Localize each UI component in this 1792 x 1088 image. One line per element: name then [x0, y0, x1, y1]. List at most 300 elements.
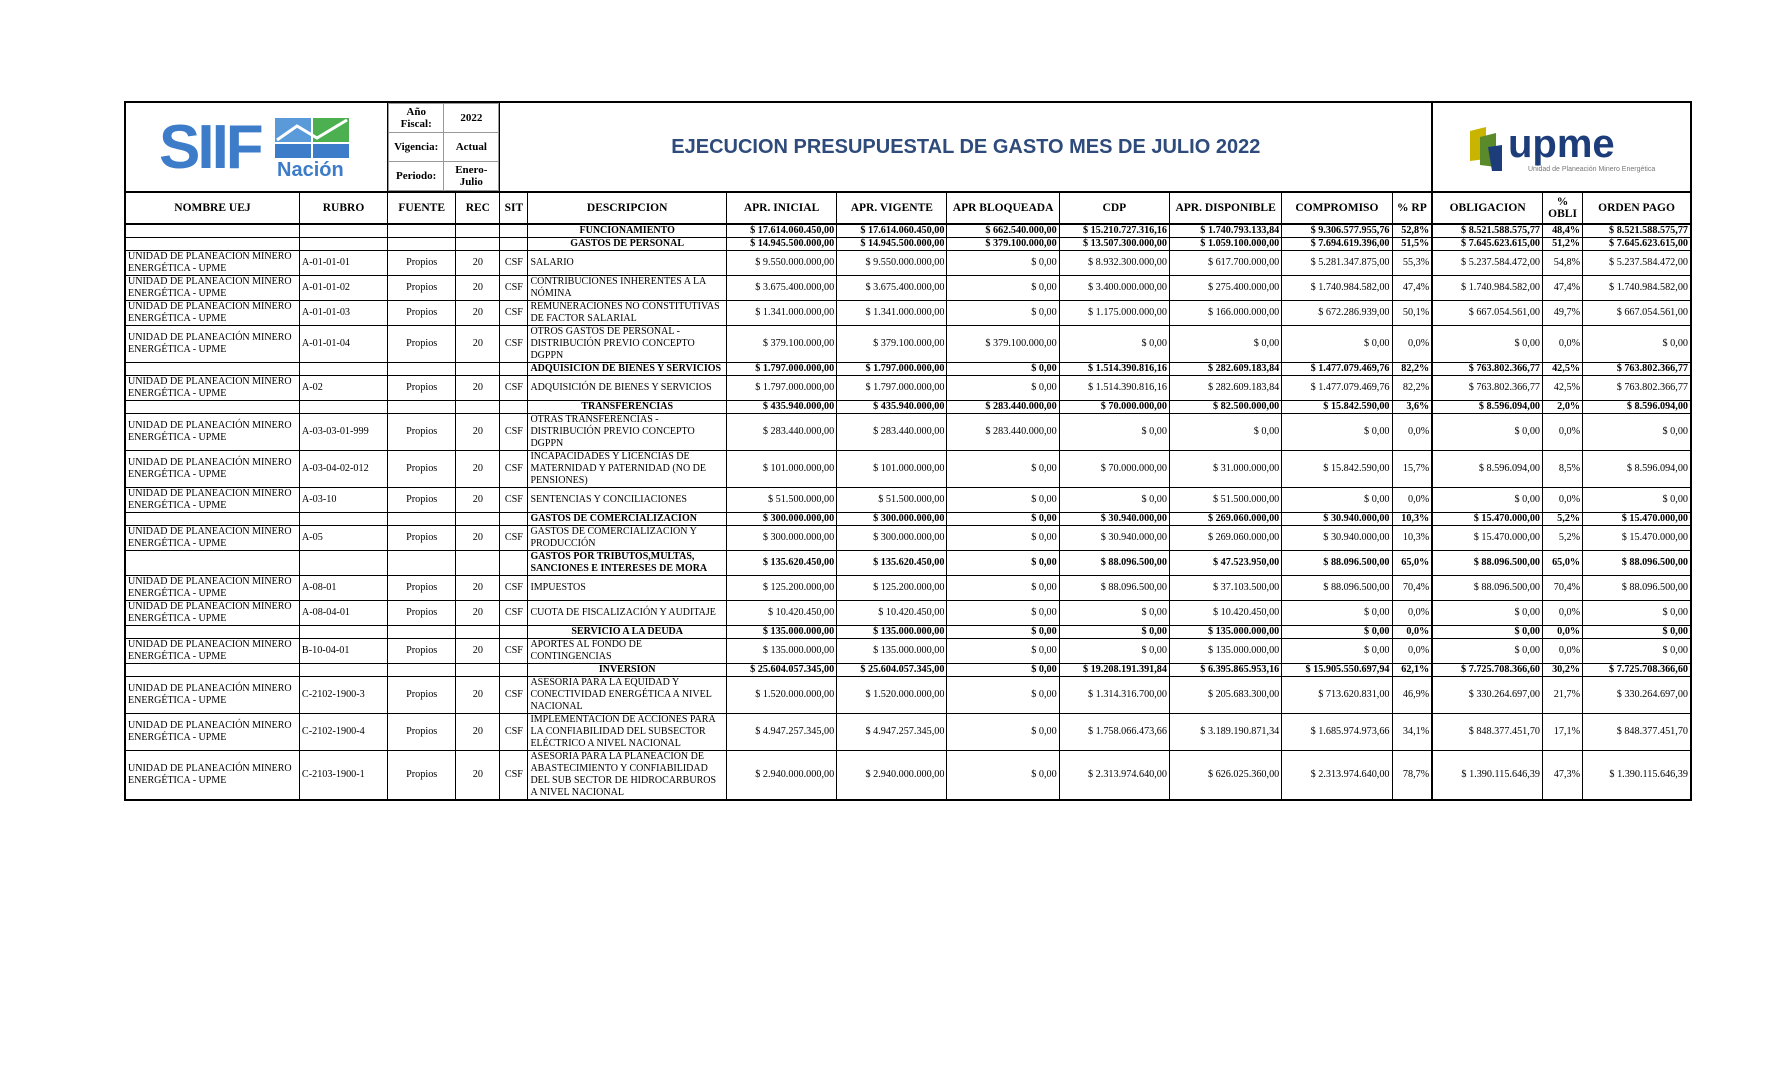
apr-bloqueada-cell: $ 0,00: [947, 664, 1059, 677]
apr-vigente-cell: $ 25.604.057.345,00: [837, 664, 947, 677]
cdp-cell: $ 88.096.500,00: [1059, 576, 1169, 601]
pct-obli-cell: 0,0%: [1543, 326, 1583, 363]
pct-rp-cell: 0,0%: [1392, 326, 1432, 363]
rubro-cell: [299, 363, 387, 376]
apr-disponible-cell: $ 205.683.300,00: [1169, 677, 1281, 714]
compromiso-cell: $ 1.685.974.973,66: [1282, 714, 1392, 751]
cdp-cell: $ 1.314.316.700,00: [1059, 677, 1169, 714]
apr-bloqueada-cell: $ 379.100.000,00: [947, 326, 1059, 363]
column-header: CDP: [1059, 192, 1169, 224]
pct-rp-cell: 15,7%: [1392, 451, 1432, 488]
pct-obli-cell: 48,4%: [1543, 224, 1583, 238]
rubro-cell: A-03-10: [299, 488, 387, 513]
orden-pago-cell: $ 763.802.366,77: [1583, 376, 1691, 401]
meta-value-vigencia: Actual: [444, 133, 499, 162]
rec-cell: 20: [456, 714, 500, 751]
obligacion-cell: $ 15.470.000,00: [1432, 526, 1542, 551]
rec-cell: 20: [456, 414, 500, 451]
compromiso-cell: $ 15.905.550.697,94: [1282, 664, 1392, 677]
sit-cell: CSF: [500, 526, 528, 551]
obligacion-cell: $ 0,00: [1432, 601, 1542, 626]
compromiso-cell: $ 5.281.347.875,00: [1282, 251, 1392, 276]
apr-inicial-cell: $ 1.797.000.000,00: [726, 363, 836, 376]
apr-bloqueada-cell: $ 0,00: [947, 576, 1059, 601]
unit-name-cell: [125, 551, 299, 576]
rubro-cell: A-01-01-03: [299, 301, 387, 326]
apr-vigente-cell: $ 125.200.000,00: [837, 576, 947, 601]
table-row: [125, 414, 1691, 451]
fuente-cell: [388, 224, 456, 238]
sit-cell: CSF: [500, 639, 528, 664]
column-header-row: [125, 192, 1691, 224]
description-cell: OTRAS TRANSFERENCIAS - DISTRIBUCIÓN PREVIO CONCEPTO DGPPN: [528, 414, 726, 451]
apr-bloqueada-cell: $ 0,00: [947, 488, 1059, 513]
orden-pago-cell: $ 88.096.500,00: [1583, 576, 1691, 601]
apr-bloqueada-cell: $ 283.440.000,00: [947, 414, 1059, 451]
meta-label: Año Fiscal:: [389, 104, 444, 133]
compromiso-cell: $ 0,00: [1282, 601, 1392, 626]
pct-obli-cell: 42,5%: [1543, 363, 1583, 376]
unit-name-cell: [125, 238, 299, 251]
apr-bloqueada-cell: $ 0,00: [947, 363, 1059, 376]
apr-vigente-cell: $ 135.620.450,00: [837, 551, 947, 576]
pct-obli-cell: 17,1%: [1543, 714, 1583, 751]
sit-cell: [500, 513, 528, 526]
cdp-cell: $ 70.000.000,00: [1059, 451, 1169, 488]
rec-cell: 20: [456, 526, 500, 551]
apr-disponible-cell: $ 275.400.000,00: [1169, 276, 1281, 301]
rec-cell: [456, 513, 500, 526]
apr-bloqueada-cell: $ 0,00: [947, 751, 1059, 801]
apr-vigente-cell: $ 1.520.000.000,00: [837, 677, 947, 714]
rubro-cell: [299, 551, 387, 576]
apr-inicial-cell: $ 14.945.500.000,00: [726, 238, 836, 251]
pct-rp-cell: 70,4%: [1392, 576, 1432, 601]
apr-bloqueada-cell: $ 0,00: [947, 639, 1059, 664]
rubro-cell: A-03-04-02-012: [299, 451, 387, 488]
pct-rp-cell: 82,2%: [1392, 363, 1432, 376]
unit-name-cell: UNIDAD DE PLANEACIÓN MINERO ENERGÉTICA - UPME: [125, 639, 299, 664]
svg-text:SIIF: SIIF: [158, 113, 261, 180]
rec-cell: 20: [456, 326, 500, 363]
cdp-cell: $ 0,00: [1059, 326, 1169, 363]
table-row: [125, 451, 1691, 488]
sit-cell: [500, 224, 528, 238]
apr-bloqueada-cell: $ 0,00: [947, 551, 1059, 576]
obligacion-cell: $ 0,00: [1432, 326, 1542, 363]
description-cell: INVERSION: [528, 664, 726, 677]
fuente-cell: Propios: [388, 376, 456, 401]
apr-vigente-cell: $ 1.797.000.000,00: [837, 363, 947, 376]
sit-cell: [500, 664, 528, 677]
compromiso-cell: $ 1.740.984.582,00: [1282, 276, 1392, 301]
pct-rp-cell: 50,1%: [1392, 301, 1432, 326]
apr-vigente-cell: $ 135.000.000,00: [837, 626, 947, 639]
apr-inicial-cell: $ 300.000.000,00: [726, 526, 836, 551]
description-cell: ADQUISICION DE BIENES Y SERVICIOS: [528, 363, 726, 376]
apr-vigente-cell: $ 101.000.000,00: [837, 451, 947, 488]
column-header: FUENTE: [388, 192, 456, 224]
compromiso-cell: $ 88.096.500,00: [1282, 551, 1392, 576]
compromiso-cell: $ 30.940.000,00: [1282, 526, 1392, 551]
rec-cell: [456, 551, 500, 576]
obligacion-cell: $ 88.096.500,00: [1432, 576, 1542, 601]
orden-pago-cell: $ 0,00: [1583, 639, 1691, 664]
compromiso-cell: $ 672.286.939,00: [1282, 301, 1392, 326]
fuente-cell: Propios: [388, 326, 456, 363]
obligacion-cell: $ 0,00: [1432, 639, 1542, 664]
rec-cell: 20: [456, 376, 500, 401]
pct-rp-cell: 46,9%: [1392, 677, 1432, 714]
compromiso-cell: $ 0,00: [1282, 488, 1392, 513]
meta-label: Vigencia:: [389, 133, 444, 162]
table-row: [125, 677, 1691, 714]
column-header: RUBRO: [299, 192, 387, 224]
pct-obli-cell: 5,2%: [1543, 526, 1583, 551]
fuente-cell: Propios: [388, 488, 456, 513]
cdp-cell: $ 0,00: [1059, 601, 1169, 626]
apr-inicial-cell: $ 51.500.000,00: [726, 488, 836, 513]
orden-pago-cell: $ 0,00: [1583, 601, 1691, 626]
rubro-cell: [299, 224, 387, 238]
pct-rp-cell: 65,0%: [1392, 551, 1432, 576]
unit-name-cell: UNIDAD DE PLANEACIÓN MINERO ENERGÉTICA - UPME: [125, 488, 299, 513]
unit-name-cell: [125, 664, 299, 677]
obligacion-cell: $ 0,00: [1432, 626, 1542, 639]
pct-rp-cell: 55,3%: [1392, 251, 1432, 276]
apr-vigente-cell: $ 1.797.000.000,00: [837, 376, 947, 401]
apr-bloqueada-cell: $ 283.440.000,00: [947, 401, 1059, 414]
orden-pago-cell: $ 1.390.115.646,39: [1583, 751, 1691, 801]
description-cell: GASTOS POR TRIBUTOS,MULTAS, SANCIONES E INTERESES DE MORA: [528, 551, 726, 576]
unit-name-cell: UNIDAD DE PLANEACIÓN MINERO ENERGÉTICA - UPME: [125, 414, 299, 451]
sit-cell: CSF: [500, 326, 528, 363]
fuente-cell: Propios: [388, 751, 456, 801]
apr-inicial-cell: $ 9.550.000.000,00: [726, 251, 836, 276]
apr-inicial-cell: $ 4.947.257.345,00: [726, 714, 836, 751]
apr-vigente-cell: $ 9.550.000.000,00: [837, 251, 947, 276]
pct-obli-cell: 49,7%: [1543, 301, 1583, 326]
svg-text:Nación: Nación: [276, 159, 344, 180]
rec-cell: [456, 626, 500, 639]
summary-row: [125, 626, 1691, 639]
budget-table: [124, 101, 1692, 801]
column-header: DESCRIPCION: [528, 192, 726, 224]
rubro-cell: [299, 664, 387, 677]
fuente-cell: [388, 551, 456, 576]
apr-vigente-cell: $ 17.614.060.450,00: [837, 224, 947, 238]
apr-vigente-cell: $ 379.100.000,00: [837, 326, 947, 363]
pct-obli-cell: 21,7%: [1543, 677, 1583, 714]
cdp-cell: $ 3.400.000.000,00: [1059, 276, 1169, 301]
fuente-cell: Propios: [388, 526, 456, 551]
apr-vigente-cell: $ 4.947.257.345,00: [837, 714, 947, 751]
apr-vigente-cell: $ 51.500.000,00: [837, 488, 947, 513]
rubro-cell: B-10-04-01: [299, 639, 387, 664]
rec-cell: [456, 238, 500, 251]
unit-name-cell: [125, 626, 299, 639]
description-cell: OTROS GASTOS DE PERSONAL - DISTRIBUCIÓN PREVIO CONCEPTO DGPPN: [528, 326, 726, 363]
rubro-cell: [299, 238, 387, 251]
unit-name-cell: UNIDAD DE PLANEACIÓN MINERO ENERGÉTICA - UPME: [125, 301, 299, 326]
unit-name-cell: [125, 401, 299, 414]
apr-inicial-cell: $ 125.200.000,00: [726, 576, 836, 601]
rec-cell: [456, 363, 500, 376]
cdp-cell: $ 1.758.066.473,66: [1059, 714, 1169, 751]
table-row: [125, 576, 1691, 601]
description-cell: ASESORIA PARA LA EQUIDAD Y CONECTIVIDAD ENERGÉTICA A NIVEL NACIONAL: [528, 677, 726, 714]
meta-value-periodo: Enero-Julio: [444, 162, 499, 191]
column-header: % OBLI: [1543, 192, 1583, 224]
compromiso-cell: $ 9.306.577.955,76: [1282, 224, 1392, 238]
apr-vigente-cell: $ 10.420.450,00: [837, 601, 947, 626]
description-cell: REMUNERACIONES NO CONSTITUTIVAS DE FACTOR SALARIAL: [528, 301, 726, 326]
sit-cell: [500, 626, 528, 639]
apr-inicial-cell: $ 17.614.060.450,00: [726, 224, 836, 238]
pct-obli-cell: 0,0%: [1543, 639, 1583, 664]
orden-pago-cell: $ 330.264.697,00: [1583, 677, 1691, 714]
obligacion-cell: $ 763.802.366,77: [1432, 376, 1542, 401]
sit-cell: CSF: [500, 714, 528, 751]
fuente-cell: Propios: [388, 251, 456, 276]
compromiso-cell: $ 713.620.831,00: [1282, 677, 1392, 714]
pct-rp-cell: 10,3%: [1392, 513, 1432, 526]
apr-disponible-cell: $ 10.420.450,00: [1169, 601, 1281, 626]
column-header: NOMBRE UEJ: [125, 192, 299, 224]
unit-name-cell: UNIDAD DE PLANEACIÓN MINERO ENERGÉTICA - UPME: [125, 276, 299, 301]
apr-disponible-cell: $ 0,00: [1169, 326, 1281, 363]
apr-disponible-cell: $ 135.000.000,00: [1169, 626, 1281, 639]
compromiso-cell: $ 2.313.974.640,00: [1282, 751, 1392, 801]
pct-obli-cell: 70,4%: [1543, 576, 1583, 601]
summary-row: [125, 551, 1691, 576]
rubro-cell: A-08-04-01: [299, 601, 387, 626]
pct-rp-cell: 34,1%: [1392, 714, 1432, 751]
apr-bloqueada-cell: $ 662.540.000,00: [947, 224, 1059, 238]
compromiso-cell: $ 7.694.619.396,00: [1282, 238, 1392, 251]
pct-rp-cell: 62,1%: [1392, 664, 1432, 677]
unit-name-cell: [125, 224, 299, 238]
apr-disponible-cell: $ 269.060.000,00: [1169, 526, 1281, 551]
table-row: [125, 488, 1691, 513]
column-header: REC: [456, 192, 500, 224]
apr-disponible-cell: $ 282.609.183,84: [1169, 376, 1281, 401]
apr-vigente-cell: $ 2.940.000.000,00: [837, 751, 947, 801]
fuente-cell: Propios: [388, 451, 456, 488]
report-header: [125, 102, 1691, 192]
column-header: COMPROMISO: [1282, 192, 1392, 224]
rec-cell: [456, 401, 500, 414]
apr-inicial-cell: $ 25.604.057.345,00: [726, 664, 836, 677]
sit-cell: CSF: [500, 414, 528, 451]
rubro-cell: C-2102-1900-3: [299, 677, 387, 714]
rubro-cell: A-01-01-01: [299, 251, 387, 276]
cdp-cell: $ 2.313.974.640,00: [1059, 751, 1169, 801]
pct-obli-cell: 5,2%: [1543, 513, 1583, 526]
column-header: SIT: [500, 192, 528, 224]
rec-cell: 20: [456, 751, 500, 801]
table-row: [125, 326, 1691, 363]
obligacion-cell: $ 5.237.584.472,00: [1432, 251, 1542, 276]
pct-rp-cell: 10,3%: [1392, 526, 1432, 551]
fuente-cell: [388, 664, 456, 677]
siif-nacion-logo-icon: [157, 110, 357, 180]
summary-row: [125, 363, 1691, 376]
column-header: ORDEN PAGO: [1583, 192, 1691, 224]
summary-row: [125, 664, 1691, 677]
compromiso-cell: $ 30.940.000,00: [1282, 513, 1392, 526]
compromiso-cell: $ 0,00: [1282, 414, 1392, 451]
obligacion-cell: $ 330.264.697,00: [1432, 677, 1542, 714]
obligacion-cell: $ 8.596.094,00: [1432, 451, 1542, 488]
obligacion-cell: $ 763.802.366,77: [1432, 363, 1542, 376]
cdp-cell: $ 0,00: [1059, 626, 1169, 639]
description-cell: ADQUISICIÓN DE BIENES Y SERVICIOS: [528, 376, 726, 401]
pct-obli-cell: 47,4%: [1543, 276, 1583, 301]
apr-disponible-cell: $ 269.060.000,00: [1169, 513, 1281, 526]
table-row: [125, 251, 1691, 276]
unit-name-cell: UNIDAD DE PLANEACIÓN MINERO ENERGÉTICA - UPME: [125, 751, 299, 801]
rubro-cell: [299, 513, 387, 526]
cdp-cell: $ 15.210.727.316,16: [1059, 224, 1169, 238]
meta-label: Periodo:: [389, 162, 444, 191]
orden-pago-cell: $ 1.740.984.582,00: [1583, 276, 1691, 301]
sit-cell: [500, 401, 528, 414]
unit-name-cell: UNIDAD DE PLANEACIÓN MINERO ENERGÉTICA - UPME: [125, 251, 299, 276]
apr-disponible-cell: $ 51.500.000,00: [1169, 488, 1281, 513]
apr-disponible-cell: $ 82.500.000,00: [1169, 401, 1281, 414]
orden-pago-cell: $ 7.725.708.366,60: [1583, 664, 1691, 677]
apr-inicial-cell: $ 283.440.000,00: [726, 414, 836, 451]
orden-pago-cell: $ 8.596.094,00: [1583, 401, 1691, 414]
fuente-cell: [388, 238, 456, 251]
fuente-cell: Propios: [388, 414, 456, 451]
obligacion-cell: $ 15.470.000,00: [1432, 513, 1542, 526]
compromiso-cell: $ 0,00: [1282, 639, 1392, 664]
apr-inicial-cell: $ 101.000.000,00: [726, 451, 836, 488]
apr-bloqueada-cell: $ 0,00: [947, 251, 1059, 276]
orden-pago-cell: $ 8.596.094,00: [1583, 451, 1691, 488]
compromiso-cell: $ 88.096.500,00: [1282, 576, 1392, 601]
rec-cell: 20: [456, 276, 500, 301]
apr-disponible-cell: $ 166.000.000,00: [1169, 301, 1281, 326]
orden-pago-cell: $ 15.470.000,00: [1583, 513, 1691, 526]
sit-cell: [500, 363, 528, 376]
summary-row: [125, 401, 1691, 414]
pct-rp-cell: 0,0%: [1392, 414, 1432, 451]
rec-cell: [456, 664, 500, 677]
cdp-cell: $ 1.514.390.816,16: [1059, 376, 1169, 401]
apr-inicial-cell: $ 10.420.450,00: [726, 601, 836, 626]
cdp-cell: $ 0,00: [1059, 488, 1169, 513]
table-row: [125, 751, 1691, 801]
meta-value-year: 2022: [444, 104, 499, 133]
table-row: [125, 526, 1691, 551]
sit-cell: CSF: [500, 677, 528, 714]
pct-rp-cell: 0,0%: [1392, 626, 1432, 639]
pct-obli-cell: 0,0%: [1543, 488, 1583, 513]
compromiso-cell: $ 1.477.079.469,76: [1282, 363, 1392, 376]
sit-cell: CSF: [500, 601, 528, 626]
pct-obli-cell: 0,0%: [1543, 414, 1583, 451]
orden-pago-cell: $ 848.377.451,70: [1583, 714, 1691, 751]
rec-cell: 20: [456, 601, 500, 626]
apr-vigente-cell: $ 300.000.000,00: [837, 513, 947, 526]
column-header: % RP: [1392, 192, 1432, 224]
cdp-cell: $ 30.940.000,00: [1059, 526, 1169, 551]
rubro-cell: A-01-01-04: [299, 326, 387, 363]
orden-pago-cell: $ 0,00: [1583, 326, 1691, 363]
apr-inicial-cell: $ 435.940.000,00: [726, 401, 836, 414]
rec-cell: 20: [456, 677, 500, 714]
pct-obli-cell: 54,8%: [1543, 251, 1583, 276]
column-header: APR. INICIAL: [726, 192, 836, 224]
unit-name-cell: UNIDAD DE PLANEACIÓN MINERO ENERGÉTICA - UPME: [125, 601, 299, 626]
table-row: [125, 301, 1691, 326]
unit-name-cell: UNIDAD DE PLANEACIÓN MINERO ENERGÉTICA - UPME: [125, 526, 299, 551]
pct-obli-cell: 47,3%: [1543, 751, 1583, 801]
pct-rp-cell: 47,4%: [1392, 276, 1432, 301]
apr-disponible-cell: $ 1.740.793.133,84: [1169, 224, 1281, 238]
siif-logo: [125, 102, 388, 192]
apr-inicial-cell: $ 135.000.000,00: [726, 639, 836, 664]
table-row: [125, 276, 1691, 301]
sit-cell: CSF: [500, 376, 528, 401]
sit-cell: CSF: [500, 301, 528, 326]
description-cell: GASTOS DE PERSONAL: [528, 238, 726, 251]
rubro-cell: C-2103-1900-1: [299, 751, 387, 801]
apr-disponible-cell: $ 6.395.865.953,16: [1169, 664, 1281, 677]
apr-inicial-cell: $ 135.620.450,00: [726, 551, 836, 576]
description-cell: CUOTA DE FISCALIZACIÓN Y AUDITAJE: [528, 601, 726, 626]
sit-cell: [500, 238, 528, 251]
column-header: APR. VIGENTE: [837, 192, 947, 224]
sit-cell: CSF: [500, 251, 528, 276]
rubro-cell: [299, 401, 387, 414]
orden-pago-cell: $ 15.470.000,00: [1583, 526, 1691, 551]
apr-disponible-cell: $ 3.189.190.871,34: [1169, 714, 1281, 751]
apr-vigente-cell: $ 14.945.500.000,00: [837, 238, 947, 251]
pct-obli-cell: 30,2%: [1543, 664, 1583, 677]
compromiso-cell: $ 15.842.590,00: [1282, 451, 1392, 488]
obligacion-cell: $ 848.377.451,70: [1432, 714, 1542, 751]
pct-obli-cell: 0,0%: [1543, 626, 1583, 639]
pct-rp-cell: 3,6%: [1392, 401, 1432, 414]
orden-pago-cell: $ 7.645.623.615,00: [1583, 238, 1691, 251]
apr-vigente-cell: $ 300.000.000,00: [837, 526, 947, 551]
compromiso-cell: $ 0,00: [1282, 326, 1392, 363]
column-header: APR. DISPONIBLE: [1169, 192, 1281, 224]
fuente-cell: Propios: [388, 601, 456, 626]
cdp-cell: $ 8.932.300.000,00: [1059, 251, 1169, 276]
cdp-cell: $ 70.000.000,00: [1059, 401, 1169, 414]
fuente-cell: Propios: [388, 677, 456, 714]
pct-obli-cell: 65,0%: [1543, 551, 1583, 576]
unit-name-cell: [125, 363, 299, 376]
fuente-cell: [388, 626, 456, 639]
table-row: [125, 639, 1691, 664]
apr-inicial-cell: $ 1.341.000.000,00: [726, 301, 836, 326]
sit-cell: CSF: [500, 488, 528, 513]
obligacion-cell: $ 7.725.708.366,60: [1432, 664, 1542, 677]
apr-bloqueada-cell: $ 0,00: [947, 513, 1059, 526]
fuente-cell: [388, 513, 456, 526]
apr-disponible-cell: $ 0,00: [1169, 414, 1281, 451]
apr-inicial-cell: $ 3.675.400.000,00: [726, 276, 836, 301]
cdp-cell: $ 13.507.300.000,00: [1059, 238, 1169, 251]
apr-disponible-cell: $ 31.000.000,00: [1169, 451, 1281, 488]
unit-name-cell: UNIDAD DE PLANEACIÓN MINERO ENERGÉTICA - UPME: [125, 376, 299, 401]
